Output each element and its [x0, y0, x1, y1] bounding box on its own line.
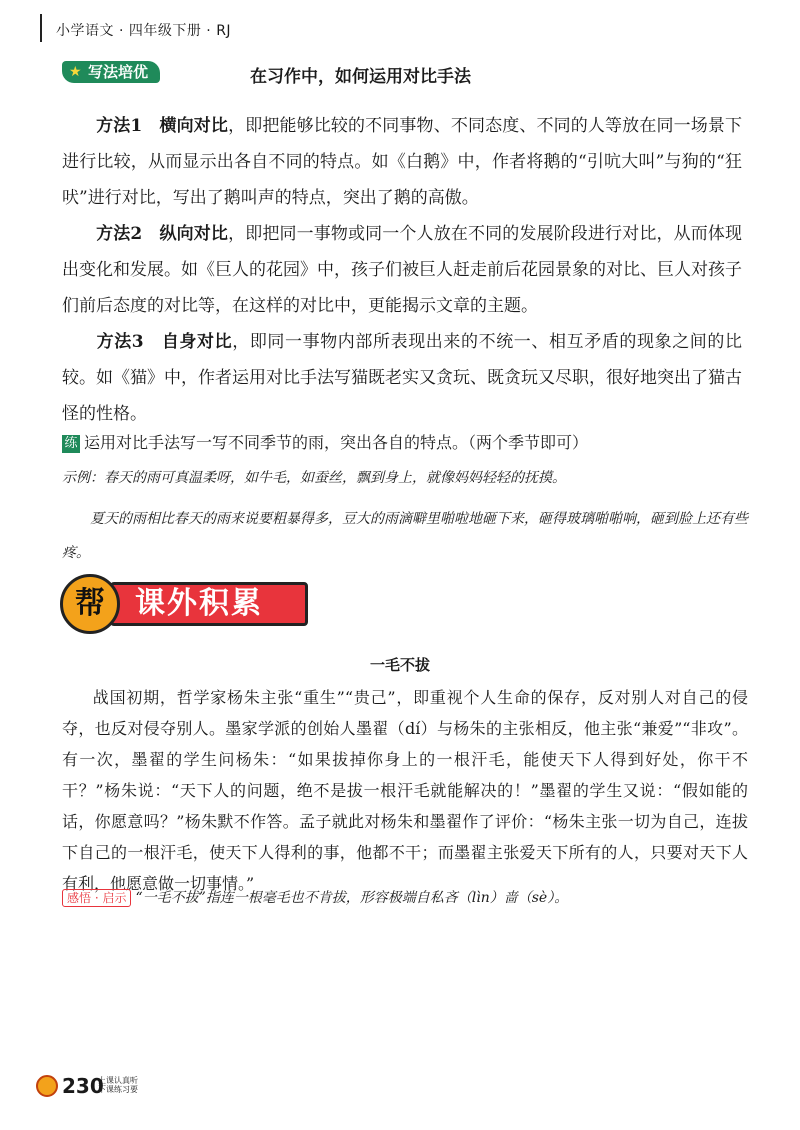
banner-title: 课外积累: [110, 582, 308, 626]
insight-tag: 感悟 · 启示: [62, 889, 131, 907]
example-line-2: 夏天的雨相比春天的雨来说要粗暴得多，豆大的雨滴噼里啪啦地砸下来，砸得玻璃啪啪响，砸到脸上还有些疼。: [62, 511, 748, 561]
method-1-paragraph: [62, 108, 742, 216]
practice-text: 运用对比手法写一写不同季节的雨，突出各自的特点。（两个季节即可）: [84, 433, 589, 452]
method-1-label: 方法1 横向对比: [96, 116, 229, 136]
method-2-text: ，即把同一事物或同一个人放在不同的发展阶段进行对比，从而体现出变化和发展。如《巨人的花园》中，孩子们被巨人赶走前后花园景象的对比、巨人对孩子们前后态度的对比等，在这样的对比中，更能揭示文章的主题。: [62, 224, 742, 316]
example-line-1: 示例：春天的雨可真温柔呀，如牛毛，如蚕丝，飘到身上，就像妈妈轻轻的抚摸。: [62, 470, 566, 486]
story-title: 一毛不拔: [369, 656, 430, 674]
story-body: 战国初期，哲学家杨朱主张“重生”“贵己”，即重视个人生命的保存，反对别人对自己的侵夺，也反对侵夺别人。墨家学派的创始人墨翟（dí）与杨朱的主张相反，他主张“兼爱”“非攻”。有一次，墨翟的学生问杨朱：“如果拔掉你身上的一根汗毛，能使天下人得到好处，你干不干？”杨朱说：“天下人的问题，绝不是拔一根汗毛就能解决的！”墨翟的学生又说：“假如能的话，你愿意吗？”杨朱默不作答。孟子就此对杨朱和墨翟作了评价：“杨朱主张一切为自己，连拔下自己的一根汗毛，使天下人得利的事，他都不干；而墨翟主张爱天下所有的人，只要对天下人有利，他愿意做一切事情。”: [62, 688, 748, 893]
insight-note: [62, 888, 752, 908]
star-icon: ★: [69, 64, 82, 80]
method-2-label: 方法2 纵向对比: [96, 224, 229, 244]
corner-mark: [40, 14, 42, 42]
extracurricular-banner: [60, 574, 320, 634]
insight-text: “一毛不拔”指连一根毫毛也不肯拔，形容极端自私吝（lìn）啬（sè）。: [135, 890, 569, 906]
practice-prompt: [62, 431, 752, 455]
banner-icon: 帮: [60, 574, 120, 634]
mascot-icon: [36, 1075, 58, 1097]
practice-tag: 练: [62, 435, 80, 453]
section-badge: [62, 61, 160, 83]
method-2-paragraph: [62, 216, 742, 324]
method-3-paragraph: [62, 324, 742, 432]
footer-note: 上课认真听 下课练习要: [98, 1076, 138, 1094]
book-header: 小学语文 · 四年级下册 · RJ: [56, 23, 232, 39]
method-3-label: 方法3 自身对比: [96, 332, 233, 352]
method-1-text: ，即把能够比较的不同事物、不同态度、不同的人等放在同一场景下进行比较，从而显示出各自不同的特点。如《白鹅》中，作者将鹅的“引吭大叫”与狗的“狂吠”进行对比，写出了鹅叫声的特点，突出了鹅的高傲。: [62, 116, 742, 208]
method-3-text: ，即同一事物内部所表现出来的不统一、相互矛盾的现象之间的比较。如《猫》中，作者运用对比手法写猫既老实又贪玩、既贪玩又尽职，很好地突出了猫古怪的性格。: [62, 332, 742, 424]
page-number: 230: [62, 1074, 104, 1098]
section-badge-label: 写法培优: [88, 63, 149, 81]
section-title: 在习作中，如何运用对比手法: [250, 67, 471, 87]
